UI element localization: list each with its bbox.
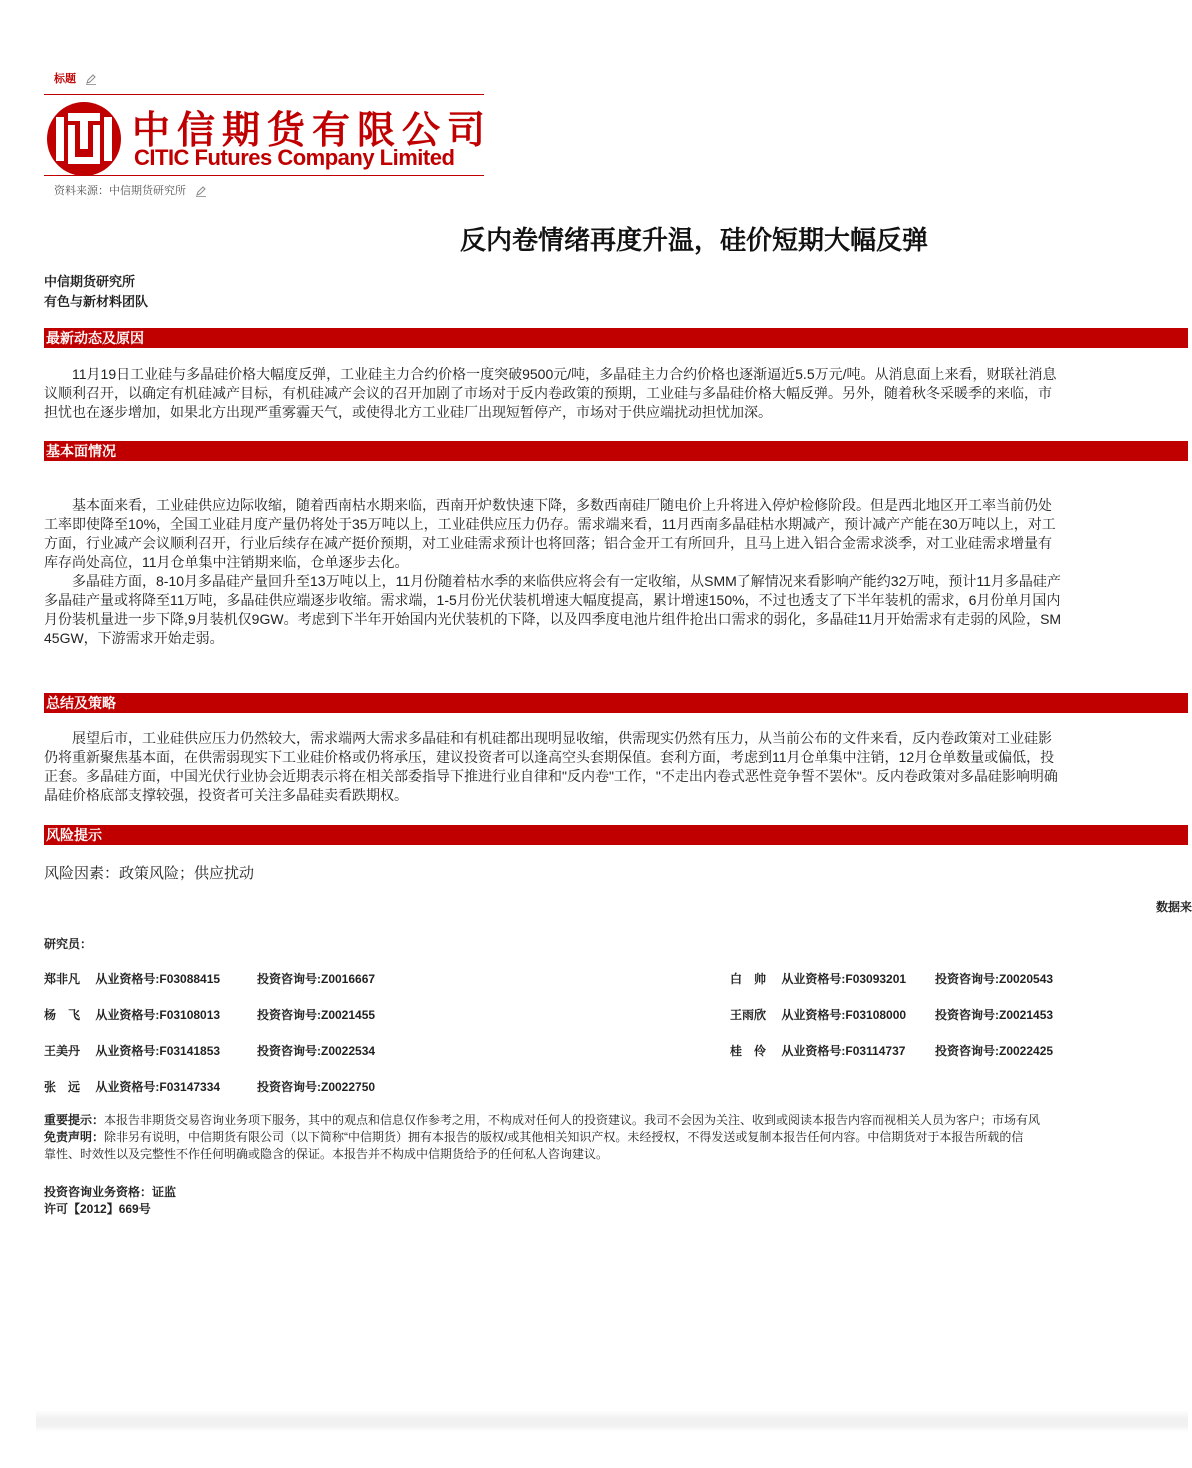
researcher-entry	[730, 970, 1054, 987]
license-number: F03088415	[159, 972, 221, 986]
pencil-icon[interactable]	[85, 73, 97, 85]
researchers-heading: 研究员：	[44, 937, 93, 951]
researcher-name: 白 帅	[730, 972, 767, 986]
consult-entry	[257, 1042, 375, 1059]
paragraph-line: 库存尚处高位，11月仓单集中注销期来临，仓单逐步去化。	[44, 554, 409, 570]
consult-label: 投资咨询号:	[935, 972, 999, 986]
license-line-2: 许可【2012】669号	[44, 1202, 151, 1216]
section-body-latest	[44, 365, 1188, 422]
license-label: 从业资格号:	[781, 972, 846, 986]
source-label: 资料来源：中信期货研究所	[54, 185, 186, 197]
disclaimer-label: 免责声明：	[44, 1130, 105, 1144]
data-source-label: 数据来	[1156, 900, 1192, 914]
consult-number: Z0022750	[321, 1080, 376, 1094]
important-text: 本报告非期货交易咨询业务项下服务，其中的观点和信息仅作参考之用，不构成对任何人的投资建议。我司不会因为关注、收到或阅读本报告内容而视相关人员为客户；市场有风	[104, 1113, 1041, 1127]
section-header-fundamentals: 基本面情况	[44, 441, 1188, 461]
company-logo	[44, 94, 493, 176]
consult-number: Z0021455	[321, 1008, 376, 1022]
consult-number: Z0021453	[999, 1008, 1054, 1022]
org-institute: 中信期货研究所	[44, 274, 136, 289]
researcher-name: 王美丹	[44, 1044, 81, 1058]
researcher-name: 桂 伶	[730, 1044, 767, 1058]
license-number: F03147334	[159, 1080, 221, 1094]
title-tag	[54, 70, 97, 86]
consult-number: Z0020543	[999, 972, 1054, 986]
organization	[44, 272, 148, 312]
risk-text: 风险因素：政策风险；供应扰动	[44, 865, 255, 882]
paragraph-line: 多晶硅产量或将降至11万吨，多晶硅供应端逐步收缩。需求端，1-5月份光伏装机增速大幅度提高，累计增速150%，不过也透支了下半年装机的需求，6月份单月国内	[44, 592, 1061, 608]
paragraph-line: 基本面来看，工业硅供应边际收缩，随着西南枯水期来临，西南开炉数快速下降，多数西南硅厂随电价上升将进入停炉检修阶段。但是西北地区开工率当前仍处	[72, 497, 1052, 513]
consult-entry	[935, 1042, 1053, 1059]
researcher-name: 王雨欣	[730, 1008, 767, 1022]
license-label: 从业资格号:	[781, 1044, 846, 1058]
paragraph-line: 多晶硅方面，8-10月多晶硅产量回升至13万吨以上，11月份随着枯水季的来临供应将会有一定收缩，从SMM了解情况来看影响产能约32万吨，预计11月多晶硅产	[72, 573, 1061, 589]
researcher-name: 张 远	[44, 1080, 81, 1094]
researcher-entry	[730, 1006, 1054, 1023]
researcher-name: 郑非凡	[44, 972, 81, 986]
consult-entry	[257, 970, 375, 987]
pencil-icon[interactable]	[195, 185, 207, 197]
license-number: F03141853	[159, 1044, 221, 1058]
section-body-fundamentals	[44, 496, 1188, 648]
important-label: 重要提示：	[44, 1113, 105, 1127]
image-source	[54, 182, 207, 198]
paragraph-line: 45GW，下游需求开始走弱。	[44, 630, 224, 646]
section-header-risk: 风险提示	[44, 825, 1188, 845]
license-label: 从业资格号:	[95, 972, 160, 986]
license-label: 从业资格号:	[95, 1008, 160, 1022]
consult-number: Z0016667	[321, 972, 376, 986]
paragraph-line: 展望后市，工业硅供应压力仍然较大，需求端两大需求多晶硅和有机硅都出现明显收缩，供需现实仍然有压力，从当前公布的文件来看，反内卷政策对工业硅影	[72, 730, 1052, 746]
paragraph-line: 仍将重新聚焦基本面，在供需弱现实下工业硅价格或仍将承压，建议投资者可以逢高空头套期保值。套利方面，考虑到11月仓单集中注销，12月仓单数量或偏低，投	[44, 749, 1055, 765]
paragraph-line: 晶硅价格底部支撑较强，投资者可关注多晶硅卖看跌期权。	[44, 787, 408, 803]
paragraph-line: 工率即使降至10%，全国工业硅月度产量仍将处于35万吨以上，工业硅供应压力仍存。需求端来看，11月西南多晶硅枯水期减产，预计减产产能在30万吨以上，对工	[44, 516, 1056, 532]
consult-entry	[935, 1006, 1053, 1023]
license-number: F03093201	[845, 972, 907, 986]
section-header-summary: 总结及策略	[44, 693, 1188, 713]
legal-notice	[44, 1112, 1188, 1163]
disclaimer	[44, 1129, 1188, 1146]
section-header-latest: 最新动态及原因	[44, 328, 1188, 348]
consult-number: Z0022534	[321, 1044, 376, 1058]
consult-number: Z0022425	[999, 1044, 1054, 1058]
consult-label: 投资咨询号:	[257, 1008, 321, 1022]
license-number: F03108000	[845, 1008, 907, 1022]
consult-label: 投资咨询号:	[257, 1044, 321, 1058]
researcher-entry	[44, 1042, 376, 1059]
paragraph-line: 担忧也在逐步增加，如果北方出现严重雾霾天气，或使得北方工业硅厂出现短暂停产，市场对于供应端扰动担忧加深。	[44, 404, 772, 420]
report-title: 反内卷情绪再度升温，硅价短期大幅反弹	[460, 225, 929, 255]
license-line-1: 投资咨询业务资格：证监	[44, 1185, 177, 1199]
section-body-summary	[44, 729, 1188, 805]
license-label: 从业资格号:	[95, 1080, 160, 1094]
business-license	[44, 1184, 176, 1218]
paragraph-line: 月份装机量进一步下降,9月装机仅9GW。考虑到下半年开始国内光伏装机的下降，以及四季度电池片组件抢出口需求的弱化，多晶硅11月开始需求有走弱的风险，SM	[44, 611, 1062, 627]
license-label: 从业资格号:	[781, 1008, 846, 1022]
consult-entry	[935, 970, 1053, 987]
consult-label: 投资咨询号:	[257, 972, 321, 986]
title-tag-label: 标题	[54, 73, 76, 85]
researcher-entry	[44, 1078, 376, 1095]
paragraph-line: 方面，行业减产会议顺利召开，行业后续存在减产挺价预期，对工业硅需求预计也将回落；铝合金开工有所回升，且马上进入铝合金需求淡季，对工业硅需求增量有	[44, 535, 1052, 551]
researcher-entry	[44, 970, 376, 987]
org-team: 有色与新材料团队	[44, 294, 149, 309]
consult-label: 投资咨询号:	[935, 1008, 999, 1022]
researcher-entry	[44, 1006, 376, 1023]
company-name-cn: 中信期货有限公司	[132, 107, 493, 152]
disclaimer-continued: 靠性、时效性以及完整性不作任何明确或隐含的保证。本报告并不构成中信期货给予的任何私人咨询建议。	[44, 1147, 609, 1161]
citic-emblem-icon	[46, 101, 122, 177]
disclaimer-text: 除非另有说明，中信期货有限公司（以下简称“中信期货）拥有本报告的版权/或其他相关知识产权。未经授权，不得发送或复制本报告任何内容。中信期货对于本报告所载的信	[104, 1130, 1024, 1144]
consult-entry	[257, 1078, 375, 1095]
researcher-name: 杨 飞	[44, 1008, 81, 1022]
company-name-en: CITIC Futures Company Limited	[134, 145, 455, 170]
paragraph-line: 11月19日工业硅与多晶硅价格大幅度反弹，工业硅主力合约价格一度突破9500元/吨，多晶硅主力合约价格也逐渐逼近5.5万元/吨。从消息面上来看，财联社消息	[72, 366, 1057, 382]
license-label: 从业资格号:	[95, 1044, 160, 1058]
paragraph-line: 议顺利召开，以确定有机硅减产目标，有机硅减产会议的召开加剧了市场对于反内卷政策的预期，工业硅与多晶硅价格大幅反弹。另外，随着秋冬采暖季的来临，市	[44, 385, 1052, 401]
consult-label: 投资咨询号:	[935, 1044, 999, 1058]
license-number: F03108013	[159, 1008, 221, 1022]
consult-label: 投资咨询号:	[257, 1080, 321, 1094]
page-footer-divider	[36, 1410, 1188, 1432]
license-number: F03114737	[845, 1044, 906, 1058]
researcher-entry	[730, 1042, 1054, 1059]
consult-entry	[257, 1006, 375, 1023]
important-notice	[44, 1112, 1188, 1129]
paragraph-line: 正套。多晶硅方面，中国光伏行业协会近期表示将在相关部委指导下推进行业自律和"反内卷"工作，"不走出内卷式恶性竞争誓不罢休"。反内卷政策对多晶硅影响明确	[44, 768, 1058, 784]
